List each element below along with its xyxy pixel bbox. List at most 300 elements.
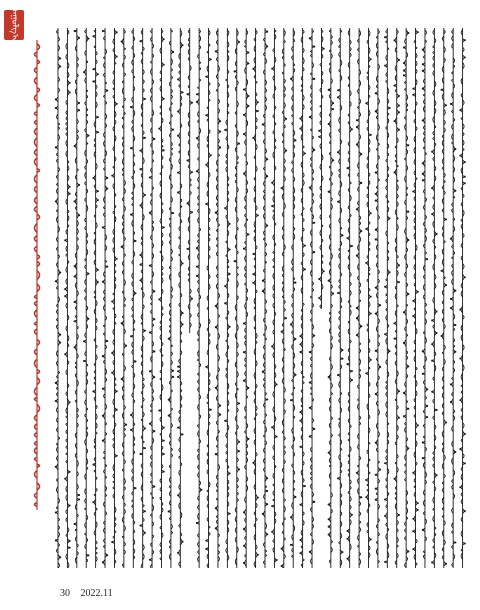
text-column [347,28,353,568]
text-column [309,28,315,568]
script-dot [460,155,461,156]
script-dot [173,51,174,52]
text-column [300,28,306,568]
script-dot [398,105,399,106]
script-dot [93,36,94,37]
script-dot [375,172,376,173]
script-dot [78,102,79,103]
script-dot [267,159,268,160]
script-dot [187,160,188,161]
script-dot [201,489,202,490]
script-dot [436,409,437,410]
script-dot [130,214,131,215]
script-dot [173,370,174,371]
text-column [460,28,466,568]
script-dot [464,57,465,58]
script-dot [206,203,207,204]
script-dot [262,513,263,514]
script-dot [464,433,465,434]
text-column [149,28,155,568]
script-dot [149,371,150,372]
script-dot [309,551,310,552]
script-dot [238,41,239,42]
script-dot [253,137,254,138]
script-dot [464,543,465,544]
script-dot [149,265,150,266]
text-column [225,28,231,568]
script-dot [356,126,357,127]
script-dot [229,473,230,474]
script-dot [65,240,66,241]
script-dot [55,147,56,148]
text-column [337,28,343,568]
script-dot [398,265,399,266]
script-dot [74,523,75,524]
script-dot [196,138,197,139]
script-dot [116,103,117,104]
script-dot [398,391,399,392]
script-dot [182,312,183,313]
script-dot [300,553,301,554]
script-dot [375,442,376,443]
script-dot [234,261,235,262]
script-dot [417,32,418,33]
script-dot [272,182,273,183]
script-dot [427,389,428,390]
script-dot [413,549,414,550]
script-dot [107,341,108,342]
script-dot [356,472,357,473]
script-dot [347,538,348,539]
script-dot [88,318,89,319]
script-dot [342,350,343,351]
script-dot [464,40,465,41]
script-dot [243,352,244,353]
script-dot [187,203,188,204]
script-dot [97,117,98,118]
script-dot [272,531,273,532]
script-dot [432,562,433,563]
script-dot [351,129,352,130]
script-dot [342,552,343,553]
script-dot [351,514,352,515]
script-dot [366,373,367,374]
body-script-graphic [54,28,468,568]
script-dot [238,469,239,470]
script-dot [422,351,423,352]
script-dot [163,440,164,441]
script-dot [300,540,301,541]
script-dot [385,37,386,38]
script-dot [93,81,94,82]
script-dot [385,65,386,66]
text-column [187,28,193,333]
script-dot [257,110,258,111]
script-dot [337,97,338,98]
script-dot [257,554,258,555]
script-dot [422,70,423,71]
script-dot [159,128,160,129]
script-dot [196,522,197,523]
script-dot [304,153,305,154]
script-dot [130,414,131,415]
script-dot [422,180,423,181]
script-dot [455,451,456,452]
script-dot [342,358,343,359]
script-dot [69,547,70,548]
script-dot [69,82,70,83]
text-column [450,28,456,568]
script-dot [441,89,442,90]
script-dot [450,238,451,239]
script-dot [427,417,428,418]
script-dot [93,69,94,70]
script-dot [102,281,103,282]
script-dot [248,63,249,64]
script-dot [178,371,179,372]
script-dot [140,150,141,151]
script-dot [215,508,216,509]
script-dot [102,356,103,357]
script-dot [196,94,197,95]
script-dot [168,399,169,400]
script-dot [215,454,216,455]
script-dot [403,416,404,417]
script-dot [116,455,117,456]
text-column [413,28,419,568]
script-dot [178,376,179,377]
script-dot [422,64,423,65]
script-dot [385,286,386,287]
script-dot [210,409,211,410]
script-dot [281,331,282,332]
script-dot [206,164,207,165]
text-column [441,28,447,568]
script-dot [107,177,108,178]
script-dot [130,106,131,107]
script-dot [149,212,150,213]
script-dot [238,451,239,452]
script-dot [257,497,258,498]
script-dot [450,103,451,104]
script-dot [93,464,94,465]
script-dot [347,238,348,239]
script-dot [370,313,371,314]
script-dot [112,175,113,176]
script-dot [281,188,282,189]
script-dot [215,327,216,328]
script-dot [356,318,357,319]
script-dot [314,252,315,253]
script-dot [253,68,254,69]
script-dot [229,249,230,250]
script-dot [332,103,333,104]
script-dot [361,326,362,327]
script-dot [403,47,404,48]
script-dot [215,387,216,388]
script-dot [60,58,61,59]
script-dot [432,391,433,392]
script-dot [225,129,226,130]
script-dot [74,276,75,277]
script-dot [168,338,169,339]
script-dot [314,78,315,79]
text-column [130,28,136,568]
script-dot [140,205,141,206]
script-dot [163,64,164,65]
script-dot [351,379,352,380]
script-dot [55,466,56,467]
script-dot [159,299,160,300]
script-dot [295,282,296,283]
script-dot [319,130,320,131]
script-dot [370,213,371,214]
script-dot [417,503,418,504]
script-dot [154,486,155,487]
script-dot [398,514,399,515]
text-column [102,28,108,568]
script-dot [290,78,291,79]
script-dot [366,497,367,498]
script-dot [314,501,315,502]
script-dot [295,374,296,375]
script-dot [74,30,75,31]
script-dot [389,351,390,352]
script-dot [243,562,244,563]
script-dot [243,323,244,324]
script-dot [69,471,70,472]
script-dot [422,173,423,174]
script-dot [413,531,414,532]
script-dot [356,335,357,336]
script-dot [403,62,404,63]
script-dot [394,338,395,339]
script-dot [422,120,423,121]
script-dot [455,351,456,352]
script-dot [394,323,395,324]
script-dot [206,76,207,77]
script-dot [356,255,357,256]
page-footer [60,588,113,599]
script-dot [332,293,333,294]
script-dot [206,548,207,549]
script-dot [300,412,301,413]
script-dot [408,448,409,449]
script-dot [144,330,145,331]
script-dot [220,147,221,148]
script-dot [55,540,56,541]
script-dot [432,360,433,361]
script-dot [267,490,268,491]
script-dot [281,548,282,549]
script-dot [375,93,376,94]
script-dot [351,371,352,372]
script-dot [144,428,145,429]
script-dot [309,38,310,39]
section-badge: ᠠᠭᠤᠯᠭ᠎ᠠ [4,10,24,40]
script-dot [178,495,179,496]
script-dot [394,85,395,86]
script-dot [300,351,301,352]
script-dot [163,39,164,40]
text-column [140,28,146,568]
script-dot [464,511,465,512]
script-dot [102,30,103,31]
script-dot [140,280,141,281]
script-dot [361,231,362,232]
title-script-graphic [28,40,46,510]
script-dot [60,334,61,335]
script-dot [281,565,282,566]
text-column [159,28,165,568]
script-dot [243,380,244,381]
script-dot [107,90,108,91]
script-dot [445,219,446,220]
script-dot [178,366,179,367]
script-dot [262,280,263,281]
script-dot [149,332,150,333]
script-dot [225,420,226,421]
script-dot [370,134,371,135]
script-dot [356,120,357,121]
text-column [112,28,118,568]
script-dot [403,392,404,393]
script-dot [253,274,254,275]
script-dot [135,240,136,241]
script-dot [304,485,305,486]
script-dot [173,376,174,377]
script-dot [163,98,164,99]
script-dot [370,59,371,60]
script-dot [234,71,235,72]
script-dot [398,95,399,96]
script-dot [144,98,145,99]
script-dot [135,293,136,294]
script-dot [149,423,150,424]
script-dot [215,51,216,52]
script-dot [361,182,362,183]
text-column [168,28,174,568]
script-dot [178,172,179,173]
script-dot [55,281,56,282]
script-dot [464,161,465,162]
text-column [83,28,89,568]
script-dot [243,134,244,135]
script-dot [455,148,456,149]
script-dot [328,376,329,377]
script-dot [347,558,348,559]
text-column [121,28,127,568]
script-dot [366,479,367,480]
script-dot [441,335,442,336]
script-dot [243,545,244,546]
script-dot [78,499,79,500]
script-dot [116,258,117,259]
script-dot [328,452,329,453]
text-column [328,28,334,568]
script-dot [375,499,376,500]
text-column [432,28,438,568]
script-dot [432,187,433,188]
script-dot [55,107,56,108]
script-dot [163,471,164,472]
script-dot [262,290,263,291]
script-dot [450,384,451,385]
script-dot [417,509,418,510]
script-dot [413,518,414,519]
script-dot [178,552,179,553]
script-dot [253,282,254,283]
script-dot [323,271,324,272]
script-dot [394,40,395,41]
script-dot [168,511,169,512]
script-dot [267,399,268,400]
script-dot [163,150,164,151]
script-dot [248,95,249,96]
script-dot [328,534,329,535]
script-dot [248,438,249,439]
script-dot [60,272,61,273]
script-dot [74,145,75,146]
script-dot [422,442,423,443]
script-dot [121,246,122,247]
script-dot [460,358,461,359]
script-dot [455,190,456,191]
script-dot [314,149,315,150]
text-column [206,28,212,568]
script-dot [408,211,409,212]
script-dot [55,201,56,202]
text-column [74,28,80,568]
script-dot [347,364,348,365]
script-dot [83,72,84,73]
script-dot [389,218,390,219]
script-dot [267,176,268,177]
script-dot [375,239,376,240]
script-dot [163,427,164,428]
script-dot [267,534,268,535]
script-dot [272,205,273,206]
script-dot [191,212,192,213]
script-dot [295,496,296,497]
script-dot [248,52,249,53]
script-dot [97,269,98,270]
script-dot [182,434,183,435]
script-dot [267,46,268,47]
script-dot [215,528,216,529]
script-dot [300,344,301,345]
script-dot [295,140,296,141]
script-dot [248,105,249,106]
script-dot [116,56,117,57]
script-dot [422,458,423,459]
script-dot [337,375,338,376]
script-dot [215,212,216,213]
script-dot [267,31,268,32]
script-dot [88,555,89,556]
script-dot [398,282,399,283]
script-dot [394,120,395,121]
script-dot [125,345,126,346]
script-dot [69,540,70,541]
script-dot [380,366,381,367]
script-dot [60,342,61,343]
script-dot [304,245,305,246]
script-dot [464,183,465,184]
issue-date: 2022.11 [80,588,113,599]
script-dot [243,248,244,249]
script-dot [380,305,381,306]
